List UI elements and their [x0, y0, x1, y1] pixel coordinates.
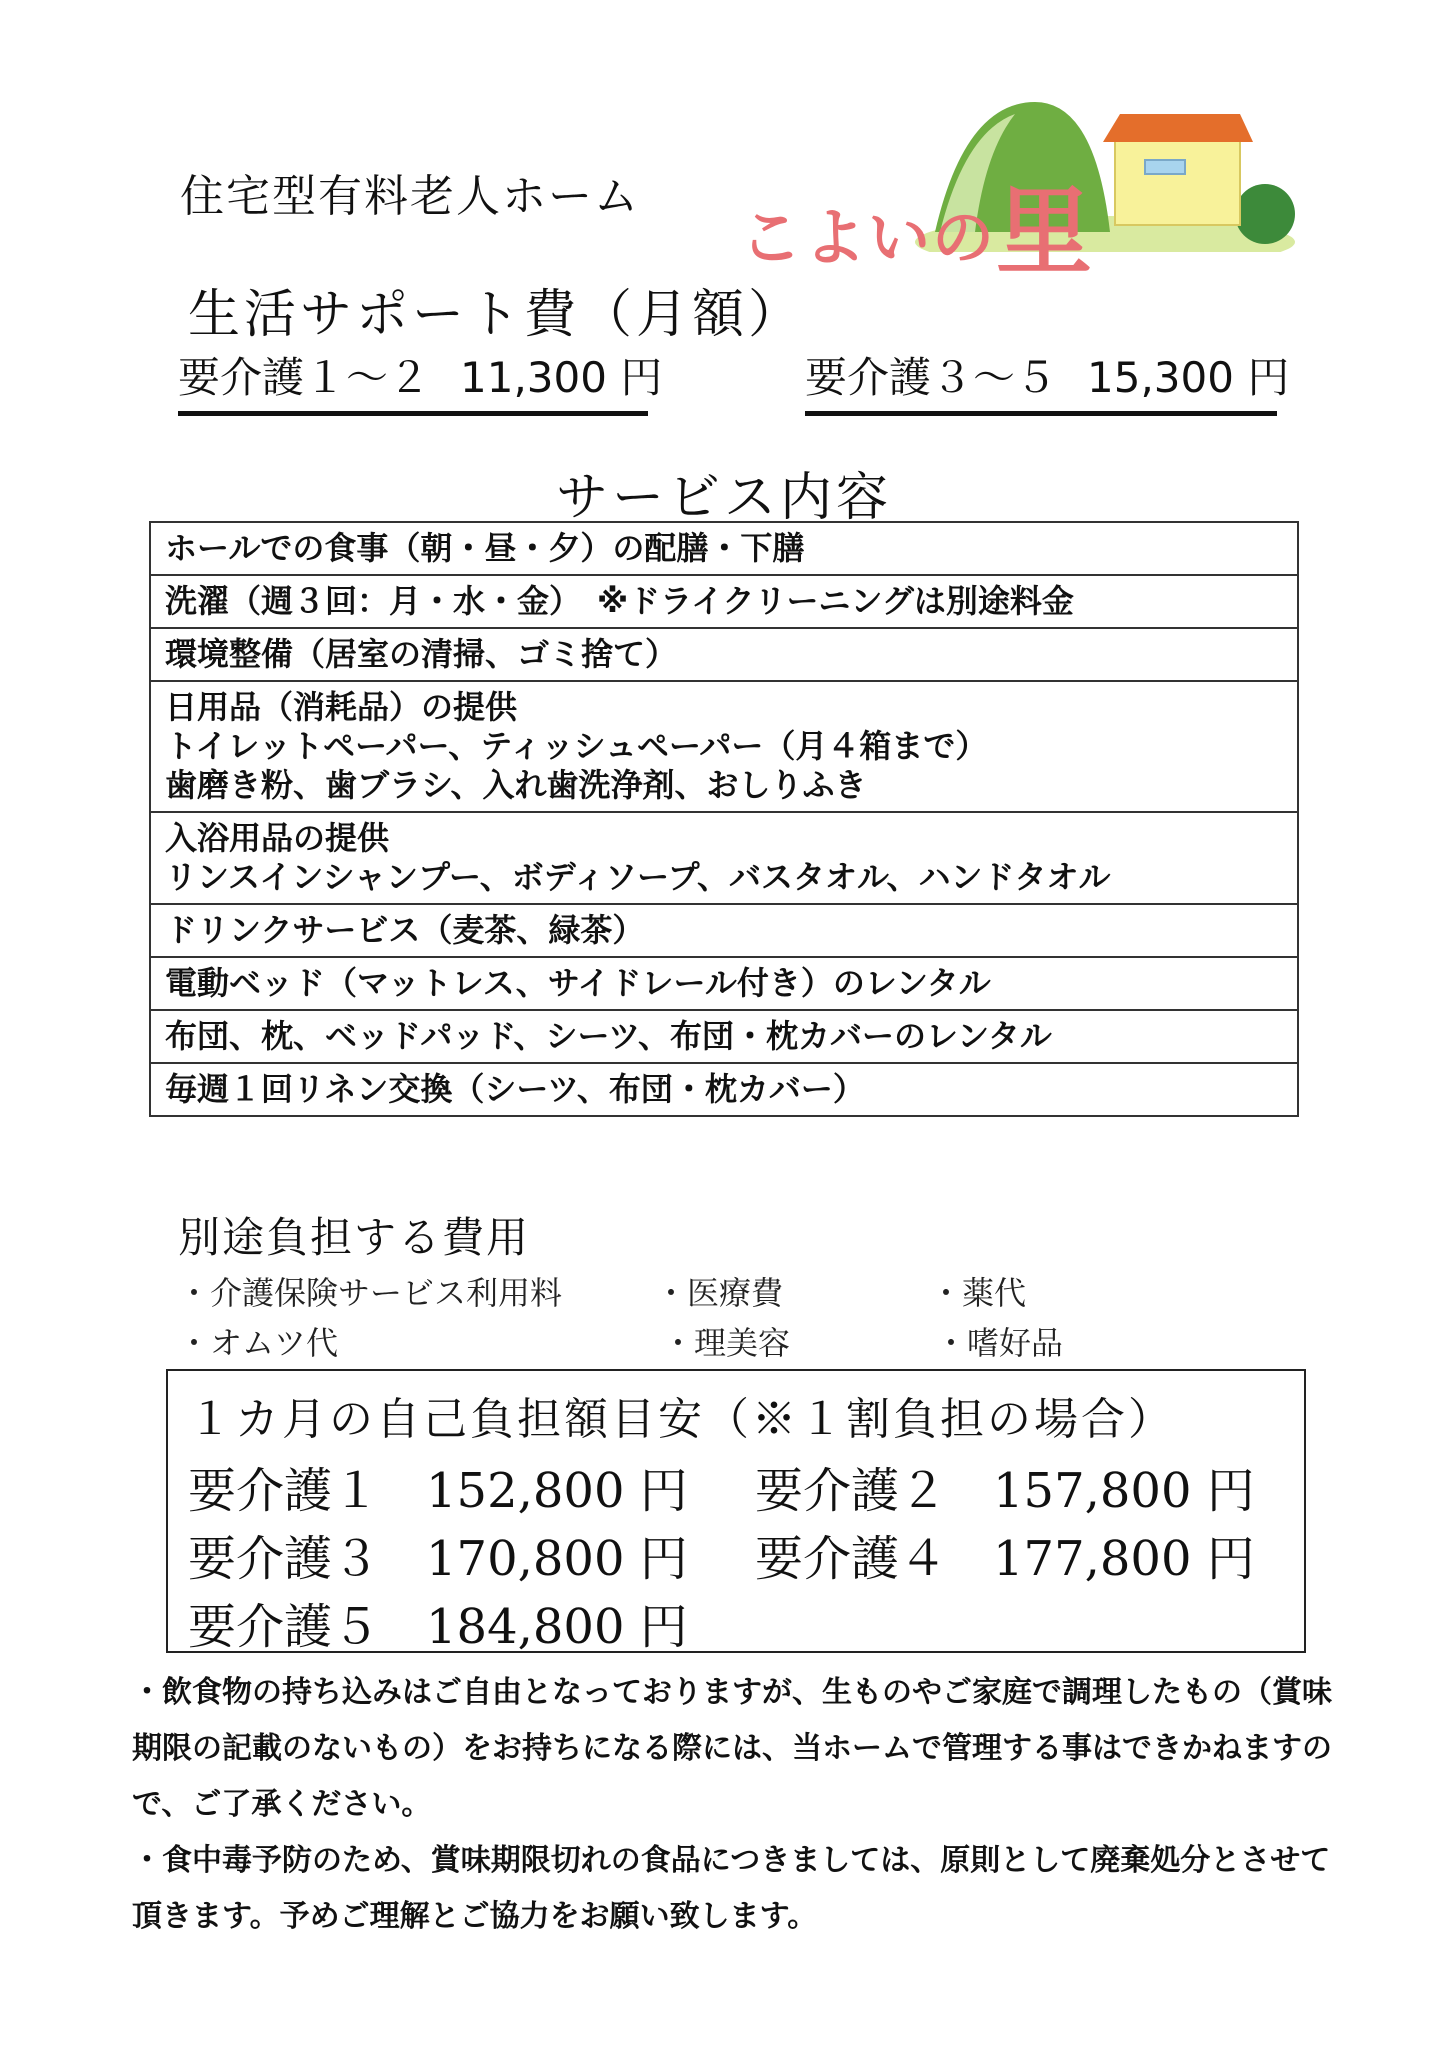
- fee-tier-2: [805, 345, 1290, 416]
- care-level-label: 要介護５: [188, 1599, 381, 1655]
- table-cell: [150, 904, 1298, 957]
- table-cell: [150, 1063, 1298, 1116]
- service-line: トイレットペーパー、ティッシュペーパー（月４箱まで）: [165, 727, 988, 765]
- fee-tier-label: 要介護１～２: [178, 353, 431, 402]
- table-row: [150, 681, 1298, 812]
- service-line: リンスインシャンプー、ボディソープ、バスタオル、ハンドタオル: [165, 858, 1111, 896]
- notes: [132, 1665, 1332, 1945]
- estimate-title: １カ月の自己負担額目安（※１割負担の場合）: [188, 1394, 1175, 1445]
- extra-cost-item: ・薬代: [930, 1274, 1027, 1312]
- extra-cost-item: ・嗜好品: [935, 1324, 1064, 1362]
- table-cell: [150, 1010, 1298, 1063]
- service-line: 電動ベッド（マットレス、サイドレール付き）のレンタル: [165, 964, 991, 1002]
- table-cell: [150, 575, 1298, 628]
- facility-type-label: 住宅型有料老人ホーム: [180, 171, 640, 222]
- service-line: ドリンクサービス（麦茶、緑茶）: [165, 911, 645, 949]
- fee-tier-amount: 11,300 円: [460, 353, 663, 402]
- logo-roof: [1103, 114, 1253, 142]
- estimate-amount: 184,800 円: [426, 1599, 688, 1655]
- support-fee-title: 生活サポート費（月額）: [188, 285, 805, 345]
- table-row: [150, 957, 1298, 1010]
- service-line: 環境整備（居室の清掃、ゴミ捨て）: [165, 635, 678, 673]
- estimate-row: [188, 1588, 688, 1657]
- service-line: 布団、枕、ベッドパッド、シーツ、布団・枕カバーのレンタル: [165, 1017, 1052, 1055]
- table-row: [150, 522, 1298, 575]
- table-cell: [150, 628, 1298, 681]
- estimate-row: [188, 1520, 688, 1589]
- service-line: 入浴用品の提供: [165, 819, 390, 857]
- fee-tier-amount: 15,300 円: [1087, 353, 1290, 402]
- estimate-amount: 170,800 円: [426, 1531, 688, 1587]
- extra-cost-item: ・理美容: [662, 1324, 791, 1362]
- extra-cost-item: ・オムツ代: [178, 1324, 339, 1362]
- service-line: 日用品（消耗品）の提供: [165, 688, 518, 726]
- service-line: ホールでの食事（朝・昼・夕）の配膳・下膳: [165, 529, 805, 567]
- table-cell: [150, 957, 1298, 1010]
- estimate-row: [755, 1520, 1255, 1589]
- table-row: [150, 628, 1298, 681]
- logo-bush: [1235, 184, 1295, 244]
- table-row: [150, 575, 1298, 628]
- estimate-row: [188, 1452, 688, 1521]
- logo-wordmark: [740, 150, 1094, 287]
- logo-window: [1145, 160, 1185, 174]
- note-paragraph: ・食中毒予防のため、賞味期限切れの食品につきましては、原則として廃棄処分とさせて頂きます。予めご理解とご協力をお願い致します。: [132, 1843, 1331, 1934]
- table-row: [150, 1063, 1298, 1116]
- care-level-label: 要介護４: [755, 1531, 948, 1587]
- estimate-amount: 177,800 円: [993, 1531, 1255, 1587]
- extra-cost-item: ・医療費: [655, 1274, 784, 1312]
- service-line: 毎週１回リネン交換（シーツ、布団・枕カバー）: [165, 1070, 865, 1108]
- estimate-row: [755, 1452, 1255, 1521]
- table-row: [150, 812, 1298, 904]
- service-line: 洗濯（週３回：月・水・金） ※ドライクリーニングは別途料金: [165, 582, 1074, 620]
- table-cell: [150, 812, 1298, 904]
- table-row: [150, 904, 1298, 957]
- care-level-label: 要介護３: [188, 1531, 381, 1587]
- extra-cost-item: ・介護保険サービス利用料: [178, 1274, 563, 1312]
- fee-tier-label: 要介護３～５: [805, 353, 1058, 402]
- logo-prefix: こよいの: [740, 201, 997, 274]
- logo-house: [1115, 140, 1240, 225]
- table-row: [150, 1010, 1298, 1063]
- extra-costs-title: 別途負担する費用: [178, 1213, 531, 1262]
- services-table: [149, 521, 1299, 1117]
- care-level-label: 要介護２: [755, 1463, 948, 1519]
- fee-tier-1: [178, 345, 663, 416]
- logo-main-char: 里: [996, 176, 1095, 288]
- table-cell: [150, 522, 1298, 575]
- care-level-label: 要介護１: [188, 1463, 381, 1519]
- estimate-amount: 152,800 円: [426, 1463, 688, 1519]
- services-title: サービス内容: [555, 468, 892, 528]
- estimate-amount: 157,800 円: [993, 1463, 1255, 1519]
- service-line: 歯磨き粉、歯ブラシ、入れ歯洗浄剤、おしりふき: [165, 766, 867, 804]
- note-paragraph: ・飲食物の持ち込みはご自由となっておりますが、生ものやご家庭で調理したもの（賞味期限の記載のないもの）をお持ちになる際には、当ホームで管理する事はできかねますので、ご了承ください。: [132, 1675, 1332, 1822]
- table-cell: [150, 681, 1298, 812]
